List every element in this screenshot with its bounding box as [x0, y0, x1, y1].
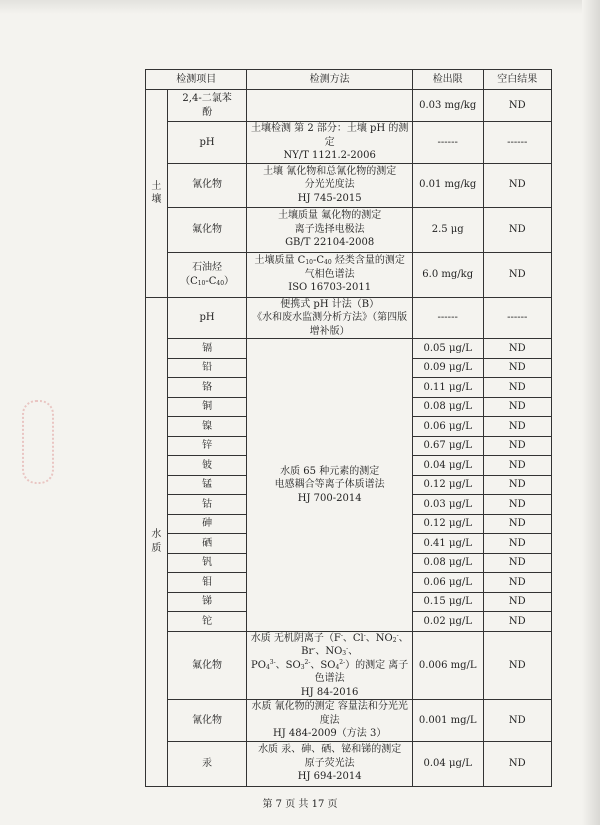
method-line: 电感耦合等离子体质谱法: [274, 479, 385, 490]
method-line: 离子选择电极法: [294, 223, 365, 235]
method-line: 土壤检测 第 2 部分：土壤 pH 的测定: [250, 123, 409, 148]
blank-cell: ------: [483, 122, 551, 164]
blank-cell: ND: [483, 207, 551, 252]
method-cell: [247, 163, 412, 207]
limit-cell: 2.5 μg: [412, 207, 483, 252]
item-cell: 汞: [167, 741, 247, 786]
method-cell: [247, 90, 412, 122]
method-line: 分光光度法: [304, 179, 355, 191]
item-cell: 氰化物: [167, 700, 247, 742]
method-cell: [247, 252, 412, 297]
limit-cell: 6.0 mg/kg: [412, 252, 483, 297]
method-line: 《水和废水监测分析方法》（第四版增补版）: [252, 312, 408, 337]
method-line: 土壤 氰化物和总氰化物的测定: [263, 165, 397, 177]
item-line: [170, 275, 245, 289]
subscript: 3: [300, 663, 305, 671]
subscript: 4: [265, 663, 270, 671]
category-soil-label: 土 壤: [151, 180, 162, 206]
blank-cell: ND: [483, 163, 551, 207]
table-row: [146, 207, 552, 252]
item-cell: [167, 252, 247, 297]
header-blank: 空白结果: [483, 70, 551, 90]
method-cell: [247, 207, 412, 252]
item-cell: pH: [167, 122, 247, 164]
item-cell: 锑: [167, 592, 247, 612]
limit-cell: 0.04 μg/L: [412, 741, 483, 786]
blank-cell: ND: [483, 378, 551, 398]
method-cell: [247, 631, 412, 700]
category-water: [146, 297, 168, 786]
limit-cell: 0.41 μg/L: [412, 534, 483, 554]
superscript: -: [340, 631, 343, 639]
superscript: -: [396, 631, 399, 639]
text-fragment: 、SO: [275, 659, 301, 671]
text-fragment: （C: [180, 275, 198, 287]
item-cell: 钴: [167, 495, 247, 515]
method-line: 原子荧光法: [304, 757, 355, 769]
subscript: 40: [324, 259, 332, 267]
subscript: 10: [197, 279, 206, 287]
text-fragment: 、Br: [301, 632, 409, 657]
page-top-shadow: [0, 0, 600, 14]
text-fragment: 水质 无机阴离子（F: [250, 632, 341, 644]
table-row: [146, 252, 552, 297]
method-line: GB/T 22104-2008: [285, 237, 375, 249]
limit-cell: 0.12 μg/L: [412, 475, 483, 495]
text-fragment: 、NO: [365, 632, 393, 644]
superscript: 2-: [339, 658, 346, 666]
limit-cell: 0.05 μg/L: [412, 339, 483, 359]
superscript: -: [313, 645, 316, 652]
text-fragment: 、: [348, 646, 359, 657]
method-cell: [247, 122, 412, 164]
text-fragment: -C: [205, 275, 217, 287]
category-soil: [146, 90, 168, 298]
method-line: ISO 16703-2011: [288, 282, 372, 294]
blank-cell: ND: [483, 534, 551, 554]
text-fragment: 、NO: [315, 646, 343, 657]
table-row: [146, 122, 552, 164]
blank-cell: ND: [483, 417, 551, 437]
blank-cell: ND: [483, 573, 551, 593]
blank-cell: ND: [483, 495, 551, 515]
method-cell: [247, 700, 412, 742]
method-line: 水质 氰化物的测定 容量法和分光光度法: [251, 701, 408, 726]
blank-cell: ND: [483, 90, 551, 122]
item-cell: 钼: [167, 573, 247, 593]
limit-cell: 0.08 μg/L: [412, 397, 483, 417]
item-cell: 镍: [167, 417, 247, 437]
page-edge-shadow: [582, 0, 600, 825]
item-cell: 硒: [167, 534, 247, 554]
blank-cell: ND: [483, 397, 551, 417]
header-method: 检测方法: [247, 70, 412, 90]
table-row: [146, 741, 552, 786]
limit-cell: 0.06 μg/L: [412, 573, 483, 593]
header-item: 检测项目: [146, 70, 247, 90]
blank-cell: ND: [483, 631, 551, 700]
test-methods-table: [145, 69, 552, 787]
item-cell: 氰化物: [167, 163, 247, 207]
limit-cell: 0.03 μg/L: [412, 495, 483, 515]
limit-cell: 0.09 μg/L: [412, 358, 483, 378]
item-cell: 锌: [167, 436, 247, 456]
item-cell: 砷: [167, 514, 247, 534]
limit-cell: ------: [412, 122, 483, 164]
method-line: [249, 254, 409, 268]
item-cell: 铍: [167, 456, 247, 476]
blank-cell: ND: [483, 475, 551, 495]
item-cell: pH: [167, 297, 247, 339]
seal-stamp-trace: [22, 400, 54, 484]
item-cell: 钒: [167, 553, 247, 573]
item-cell: 铬: [167, 378, 247, 398]
method-line: 水质 汞、砷、硒、铋和锑的测定: [258, 744, 402, 756]
text-fragment: 土壤质量 C: [254, 255, 306, 267]
method-cell: [247, 297, 412, 339]
table-row: [146, 90, 552, 122]
item-cell: [167, 90, 247, 122]
text-fragment: 烃类含量的测定: [331, 255, 405, 267]
item-cell: 铅: [167, 358, 247, 378]
limit-cell: 0.06 μg/L: [412, 417, 483, 437]
item-cell: 铜: [167, 397, 247, 417]
method-line: HJ 84-2016: [300, 686, 359, 698]
item-cell: 氟化物: [167, 207, 247, 252]
limit-cell: 0.04 μg/L: [412, 456, 483, 476]
method-line: [249, 632, 409, 659]
table-row: [146, 339, 552, 359]
limit-cell: 0.15 μg/L: [412, 592, 483, 612]
item-cell: 氟化物: [167, 631, 247, 700]
text-fragment: ）的测定 离子色谱法: [314, 659, 409, 684]
limit-cell: 0.03 mg/kg: [412, 90, 483, 122]
method-line: 便携式 pH 计法（B）: [280, 298, 380, 310]
method-line: 水质 65 种元素的测定: [280, 465, 380, 477]
method-line: NY/T 1121.2-2006: [283, 150, 376, 161]
page-number-footer: 第 7 页 共 17 页: [262, 799, 338, 810]
item-line: 2,4-二氯苯: [182, 93, 232, 104]
limit-cell: 0.006 mg/L: [412, 631, 483, 700]
blank-cell: ------: [483, 297, 551, 339]
limit-cell: ------: [412, 297, 483, 339]
blank-cell: ND: [483, 553, 551, 573]
superscript: 3-: [269, 658, 276, 666]
text-fragment: PO: [251, 659, 266, 671]
method-cell: [247, 741, 412, 786]
subscript: 3: [342, 650, 347, 657]
method-line: HJ 484-2009（方法 3）: [272, 728, 387, 739]
blank-cell: ND: [483, 252, 551, 297]
header-limit: 检出限: [412, 70, 483, 90]
table-row: [146, 163, 552, 207]
text-fragment: 、SO: [310, 659, 336, 671]
blank-cell: ND: [483, 456, 551, 476]
superscript: -: [346, 645, 349, 652]
table-header-row: [146, 70, 552, 90]
method-line: 土壤质量 氟化物的测定: [278, 210, 382, 222]
subscript: 4: [335, 663, 340, 671]
limit-cell: 0.11 μg/L: [412, 378, 483, 398]
method-line: 气相色谱法: [304, 268, 355, 280]
item-cell: 镉: [167, 339, 247, 359]
item-line: 石油烃: [192, 262, 223, 273]
blank-cell: ND: [483, 358, 551, 378]
limit-cell: 0.12 μg/L: [412, 514, 483, 534]
table-row: [146, 700, 552, 742]
text-fragment: -C: [312, 255, 324, 267]
table-row: [146, 297, 552, 339]
item-cell: 铊: [167, 612, 247, 632]
blank-cell: ND: [483, 339, 551, 359]
method-line: HJ 700-2014: [297, 492, 362, 504]
method-cell: [247, 339, 412, 632]
subscript: 10: [305, 259, 313, 267]
category-water-label: 水 质: [151, 529, 162, 554]
blank-cell: ND: [483, 741, 551, 786]
subscript: 40: [216, 279, 225, 287]
method-line: HJ 745-2015: [297, 192, 362, 204]
table-row: [146, 631, 552, 700]
superscript: 2-: [304, 658, 311, 666]
method-line: HJ 694-2014: [297, 771, 362, 783]
text-fragment: ）: [224, 275, 235, 287]
blank-cell: ND: [483, 514, 551, 534]
blank-cell: ND: [483, 436, 551, 456]
limit-cell: 0.67 μg/L: [412, 436, 483, 456]
limit-cell: 0.01 mg/kg: [412, 163, 483, 207]
superscript: -: [363, 631, 366, 639]
text-fragment: 、Cl: [342, 632, 364, 644]
item-line: 酚: [202, 106, 213, 118]
method-line: [249, 659, 409, 686]
blank-cell: ND: [483, 612, 551, 632]
limit-cell: 0.001 mg/L: [412, 700, 483, 742]
limit-cell: 0.08 μg/L: [412, 553, 483, 573]
item-cell: 锰: [167, 475, 247, 495]
blank-cell: ND: [483, 592, 551, 612]
subscript: 2: [392, 636, 397, 644]
limit-cell: 0.02 μg/L: [412, 612, 483, 632]
blank-cell: ND: [483, 700, 551, 742]
